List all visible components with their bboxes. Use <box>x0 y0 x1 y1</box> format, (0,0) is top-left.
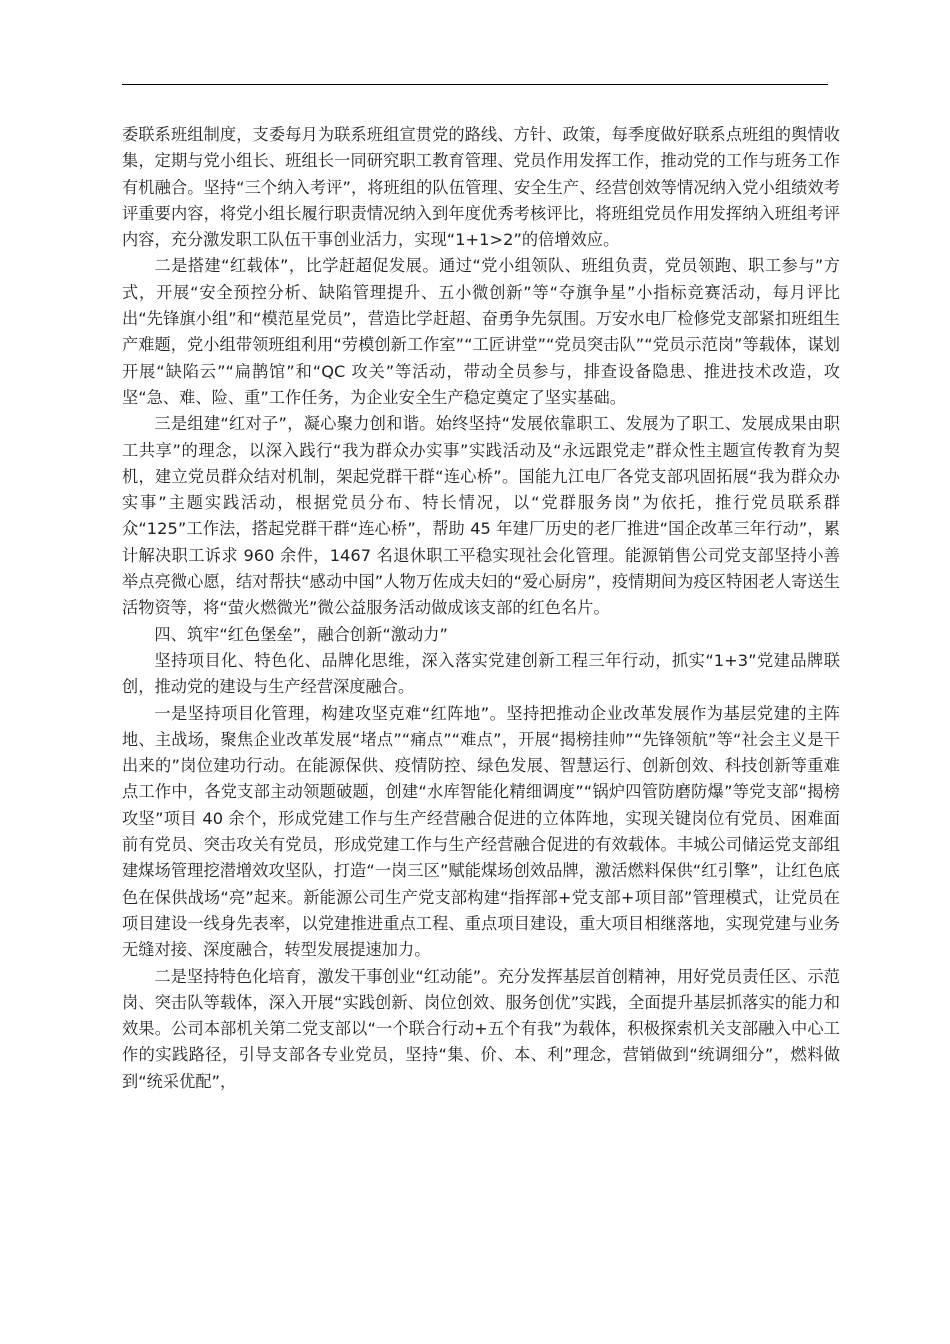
paragraph-5: 坚持项目化、特色化、品牌化思维，深入落实党建创新工程三年行动，抓实“1+3”党建品牌联创，推动党的建设与生产经营深度融合。 <box>122 650 840 697</box>
paragraph-3: 三是组建“红对子”，凝心聚力创和谐。始终坚持“发展依靠职工、发展为了职工、发展成果由职工共享”的理念，以深入践行“我为群众办实事”实践活动及“永远跟党走”群众性主题宣传教育为契机，建立党员群众结对机制，架起党群干群“连心桥”。国能九江电厂各党支部巩固拓展“我为群众办实事”主题实践活动，根据党员分布、特长情况，以“党群服务岗”为依托，推行党员联系群众“125”工作法，搭起党群干群“连心桥”，帮助 45 年建厂历史的老厂推进“国企改革三年行动”，累计解决职工诉求 960 余件，1467 名退休职工平稳实现社会化管理。能源销售公司党支部坚持小善举点亮微心愿，结对帮扶“感动中国”人物万佐成夫妇的“爱心厨房”，疫情期间为疫区特困老人寄送生活物资等，将“萤火燃微光”微公益服务活动做成该支部的红色名片。 <box>122 414 840 618</box>
section-heading-4: 四、筑牢“红色堡垒”，融合创新“激动力” <box>154 624 448 644</box>
document-body <box>122 122 840 1095</box>
paragraph-6: 一是坚持项目化管理，构建攻坚克难“红阵地”。坚持把推动企业改革发展作为基层党建的主阵地、主战场，聚焦企业改革发展“堵点”“痛点”“难点”，开展“揭榜挂帅”“先锋领航”等“社会主义是干出来的”岗位建功行动。在能源保供、疫情防控、绿色发展、智慧运行、创新创效、科技创新等重难点工作中，各党支部主动领题破题，创建“水库智能化精细调度”“锅炉四管防磨防爆”等党支部“揭榜攻坚”项目 40 余个，形成党建工作与生产经营融合促进的立体阵地，实现关键岗位有党员、困难面前有党员、突击攻关有党员，形成党建工作与生产经营融合促进的有效载体。丰城公司储运党支部组建煤场管理挖潜增效攻坚队，打造“一岗三区”赋能煤场创效品牌，激活燃料保供“红引擎”，让红色底色在保供战场“亮”起来。新能源公司生产党支部构建“指挥部+党支部+项目部”管理模式，让党员在项目建设一线身先表率，以党建推进重点工程、重点项目建设，重大项目相继落地，实现党建与业务无缝对接、深度融合，转型发展提速加力。 <box>122 703 840 960</box>
paragraph-1: 委联系班组制度，支委每月为联系班组宣贯党的路线、方针、政策，每季度做好联系点班组的舆情收集，定期与党小组长、班组长一同研究职工教育管理、党员作用发挥工作，推动党的工作与班务工作有机融合。坚持“三个纳入考评”，将班组的队伍管理、安全生产、经营创效等情况纳入党小组绩效考评重要内容，将党小组长履行职责情况纳入到年度优秀考核评比，将班组党员作用发挥纳入班组考评内容，充分激发职工队伍干事创业活力，实现“1+1>2”的倍增效应。 <box>122 125 840 250</box>
header-rule <box>122 84 828 85</box>
paragraph-2: 二是搭建“红载体”，比学赶超促发展。通过“党小组领队、班组负责，党员领跑、职工参与”方式，开展“安全预控分析、缺陷管理提升、五小微创新”等“夺旗争星”小指标竞赛活动，每月评比出“先锋旗小组”和“模范星党员”，营造比学赶超、奋勇争先氛围。万安水电厂检修党支部紧扣班组生产难题，党小组带领班组利用“劳模创新工作室”“工匠讲堂”“党员突击队”“党员示范岗”等载体，谋划开展“缺陷云”“扁鹊馆”和“QC 攻关”等活动，带动全员参与，排查设备隐患、推进技术改造，攻坚“急、难、险、重”工作任务，为企业安全生产稳定奠定了坚实基础。 <box>122 256 840 407</box>
paragraph-7: 二是坚持特色化培育，激发干事创业“红动能”。充分发挥基层首创精神，用好党员责任区、示范岗、突击队等载体，深入开展“实践创新、岗位创效、服务创优”实践，全面提升基层抓落实的能力和效果。公司本部机关第二党支部以“一个联合行动+五个有我”为载体，积极探索机关支部融入中心工作的实践路径，引导支部各专业党员，坚持“集、价、本、利”理念，营销做到“统调细分”，燃料做到“统采优配”， <box>122 966 840 1091</box>
